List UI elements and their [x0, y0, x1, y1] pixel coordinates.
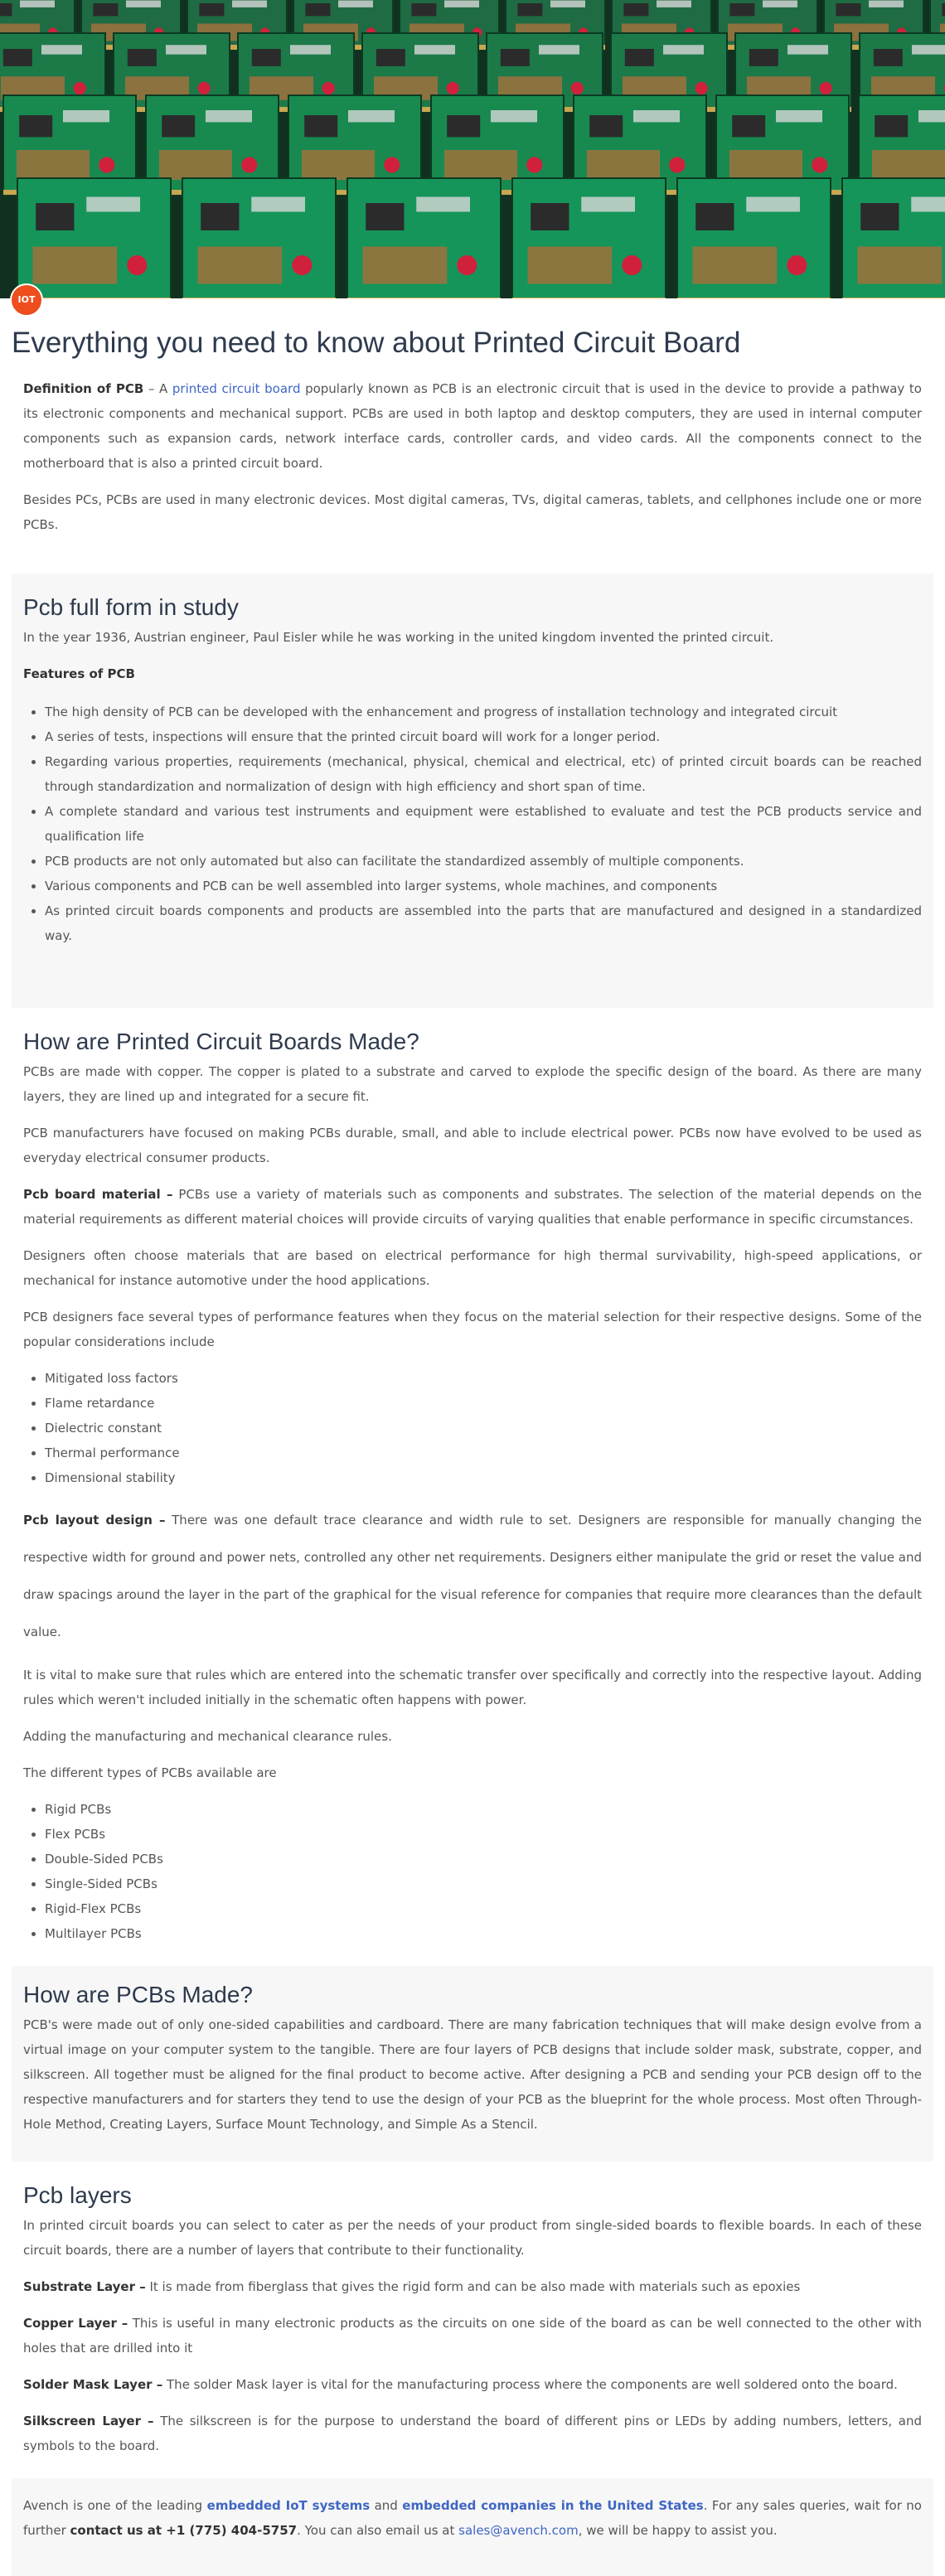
pcb-type-item: • Single-Sided PCBs	[45, 1871, 922, 1896]
layer-label: Silkscreen Layer –	[23, 2414, 154, 2428]
definition-label: Definition of PCB	[23, 381, 144, 396]
note-text-2: and	[370, 2498, 403, 2513]
fabrication-paragraph: PCB's were made out of only one-sided capabilities and cardboard. There are many fabrication techniques that will make design evolve from a virtual image on your computer system to the tangible. There are four layers of PCB designs that include solder mask, substrate, copper, and silkscreen. All together must be aligned for the final product to become active. After designing a PCB and sending your PCB design off to the respective manufacturers and for starters they tend to use the design of your PCB as the blueprint for the whole process. Most often Through-Hole Method, Creating Layers, Surface Mount Technology, and Simple As a Stencil.	[23, 2017, 922, 2132]
pcb-type-item: • Flex PCBs	[45, 1822, 922, 1847]
intro-paragraph-2: Besides PCs, PCBs are used in many electronic devices. Most digital cameras, TVs, digital cameras, tablets, and cellphones include one or more PCBs.	[23, 492, 922, 532]
considerations-intro: PCB designers face several types of performance features when they focus on the material selection for their respective designs. Some of the popular considerations include	[23, 1310, 922, 1349]
consideration-item: • Dielectric constant	[45, 1416, 922, 1441]
intro-text: popularly known as PCB is an electronic circuit that is used in the device to provide a pathway to its electronic components and mechanical support. PCBs are used in both laptop and desktop computers, they are used in internal computer components such as expansion cards, network interface cards, controller cards, and video cards. All the components connect to the motherboard that is also a printed circuit board.	[23, 381, 922, 471]
features-list	[23, 700, 922, 948]
pcb-type-item: • Double-Sided PCBs	[45, 1847, 922, 1871]
material-text: PCBs use a variety of materials such as components and substrates. The selection of the material depends on the material requirements as different material choices will provide circuits of varying qualities that enable performance in specific circumstances.	[23, 1187, 922, 1227]
note-text-5: , we will be happy to assist you.	[578, 2523, 778, 2538]
intro-paragraph-1	[23, 376, 922, 476]
feature-item: • PCB products are not only automated but also can facilitate the standardized assembly of multiple components.	[45, 849, 922, 874]
features-label: Features of PCB	[23, 666, 135, 681]
consideration-item: • Flame retardance	[45, 1391, 922, 1416]
page-title: Everything you need to know about Printed Circuit Board	[12, 327, 741, 359]
note-text-3: . For any sales queries, wait for no further	[23, 2498, 922, 2538]
feature-item: • A complete standard and various test instruments and equipment were established to evaluate and test the PCB products service and qualification life	[45, 799, 922, 849]
pcb-board-shape	[677, 178, 831, 298]
layers-list	[23, 2274, 922, 2458]
category-badge[interactable]: IOT	[10, 283, 43, 317]
pcb-layers-section	[12, 2162, 933, 2478]
pcb-full-form-section	[12, 574, 933, 1008]
hero-image	[0, 0, 945, 298]
pcb-type-item: • Multilayer PCBs	[45, 1921, 922, 1946]
layer-paragraph	[23, 2274, 922, 2299]
layout-label: Pcb layout design –	[23, 1513, 166, 1528]
pcb-type-item: • Rigid-Flex PCBs	[45, 1896, 922, 1921]
layer-paragraph	[23, 2409, 922, 2458]
section-heading-made: How are Printed Circuit Boards Made?	[23, 1029, 419, 1054]
made-paragraph-2: PCB manufacturers have focused on making PCBs durable, small, and able to include electrical power. PCBs now have evolved to be used as everyday electrical consumer products.	[23, 1126, 922, 1165]
feature-item: • As printed circuit boards components and products are assembled into the parts that are manufactured and designed in a standardized way.	[45, 898, 922, 948]
history-paragraph: In the year 1936, Austrian engineer, Paul Eisler while he was working in the united kingdom invented the printed circuit.	[23, 630, 774, 645]
layer-label: Substrate Layer –	[23, 2279, 146, 2294]
section-heading-pcbs-made: How are PCBs Made?	[23, 1982, 254, 2007]
pcb-board-shape	[512, 178, 666, 298]
consideration-item: • Mitigated loss factors	[45, 1366, 922, 1391]
feature-item: • Regarding various properties, requirements (mechanical, physical, chemical and electrical, etc) of printed circuit boards can be reached through standardization and normalization of design with high efficiency and short span of time.	[45, 749, 922, 799]
layout-paragraph	[23, 1502, 922, 1651]
pcb-type-item: • Rigid PCBs	[45, 1797, 922, 1822]
contact-phone[interactable]: contact us at +1 (775) 404-5757	[70, 2523, 298, 2538]
contact-note	[12, 2478, 933, 2576]
layer-label: Solder Mask Layer –	[23, 2377, 163, 2392]
designers-paragraph: Designers often choose materials that are based on electrical performance for high thermal survivability, high-speed applications, or mechanical for instance automotive under the hood applications.	[23, 1248, 922, 1288]
made-paragraph-1: PCBs are made with copper. The copper is plated to a substrate and carved to explode the specific design of the board. As there are many layers, they are lined up and integrated for a secure fit.	[23, 1064, 922, 1104]
pcb-types-list	[23, 1797, 922, 1946]
material-label: Pcb board material –	[23, 1187, 173, 1202]
pcb-board-shape	[182, 178, 336, 298]
layers-intro: In printed circuit boards you can select to cater as per the needs of your product from single-sided boards to flexible boards. In each of these circuit boards, there are a number of layers that contribute to their functionality.	[23, 2218, 922, 2258]
material-paragraph	[23, 1182, 922, 1232]
dash-text: – A	[143, 381, 172, 396]
section-heading-full-form: Pcb full form in study	[23, 594, 239, 620]
pcb-board-shape	[347, 178, 501, 298]
feature-item: • The high density of PCB can be developed with the enhancement and progress of installation technology and integrated circuit	[45, 700, 922, 724]
layer-text: The silkscreen is for the purpose to understand the board of different pins or LEDs by adding numbers, letters, and symbols to the board.	[23, 2414, 922, 2453]
pcbs-made-section	[12, 1966, 933, 2162]
layer-label: Copper Layer –	[23, 2316, 128, 2331]
section-heading-layers: Pcb layers	[23, 2182, 132, 2208]
embedded-iot-systems-link[interactable]: embedded IoT systems	[206, 2498, 371, 2513]
layout-text: There was one default trace clearance and width rule to set. Designers are responsible for manually changing the respective width for ground and power nets, controlled any other net requirements. Designers either manipulate the grid or reset the value and draw spacings around the layer in the part of the graphical for the visual reference for companies that require more clearances than the default value.	[23, 1513, 922, 1639]
intro-section	[0, 376, 945, 537]
consideration-item: • Dimensional stability	[45, 1465, 922, 1490]
layer-paragraph	[23, 2372, 922, 2397]
feature-item: • A series of tests, inspections will ensure that the printed circuit board will work for a longer period.	[45, 724, 922, 749]
considerations-list	[23, 1366, 922, 1490]
pcb-board-shape	[17, 178, 171, 298]
layer-paragraph	[23, 2311, 922, 2361]
note-text-1: Avench is one of the leading	[23, 2498, 207, 2513]
note-text-4: . You can also email us at	[297, 2523, 459, 2538]
printed-boards-made-section	[12, 1008, 933, 1966]
layer-text: The solder Mask layer is vital for the manufacturing process where the components are well soldered onto the board.	[162, 2377, 898, 2392]
rules-paragraph: It is vital to make sure that rules which are entered into the schematic transfer over specifically and correctly into the respective layout. Adding rules which weren't included initially in the schematic often happens with power.	[23, 1668, 922, 1707]
feature-item: • Various components and PCB can be well assembled into larger systems, whole machines, and components	[45, 874, 922, 898]
contact-paragraph	[23, 2493, 922, 2543]
layer-text: It is made from fiberglass that gives the rigid form and can be also made with materials such as epoxies	[145, 2279, 801, 2294]
pcb-board-shape	[842, 178, 945, 298]
printed-circuit-board-link[interactable]: printed circuit board	[172, 381, 301, 396]
layer-text: This is useful in many electronic products as the circuits on one side of the board as can be well connected to the other with holes that are drilled into it	[23, 2316, 922, 2356]
types-intro: The different types of PCBs available are	[23, 1765, 277, 1780]
clearance-paragraph: Adding the manufacturing and mechanical clearance rules.	[23, 1729, 392, 1744]
consideration-item: • Thermal performance	[45, 1441, 922, 1465]
email-link[interactable]: sales@avench.com	[458, 2523, 579, 2538]
embedded-companies-link[interactable]: embedded companies in the United States	[402, 2498, 704, 2513]
pcb-boards-photo	[0, 0, 945, 298]
